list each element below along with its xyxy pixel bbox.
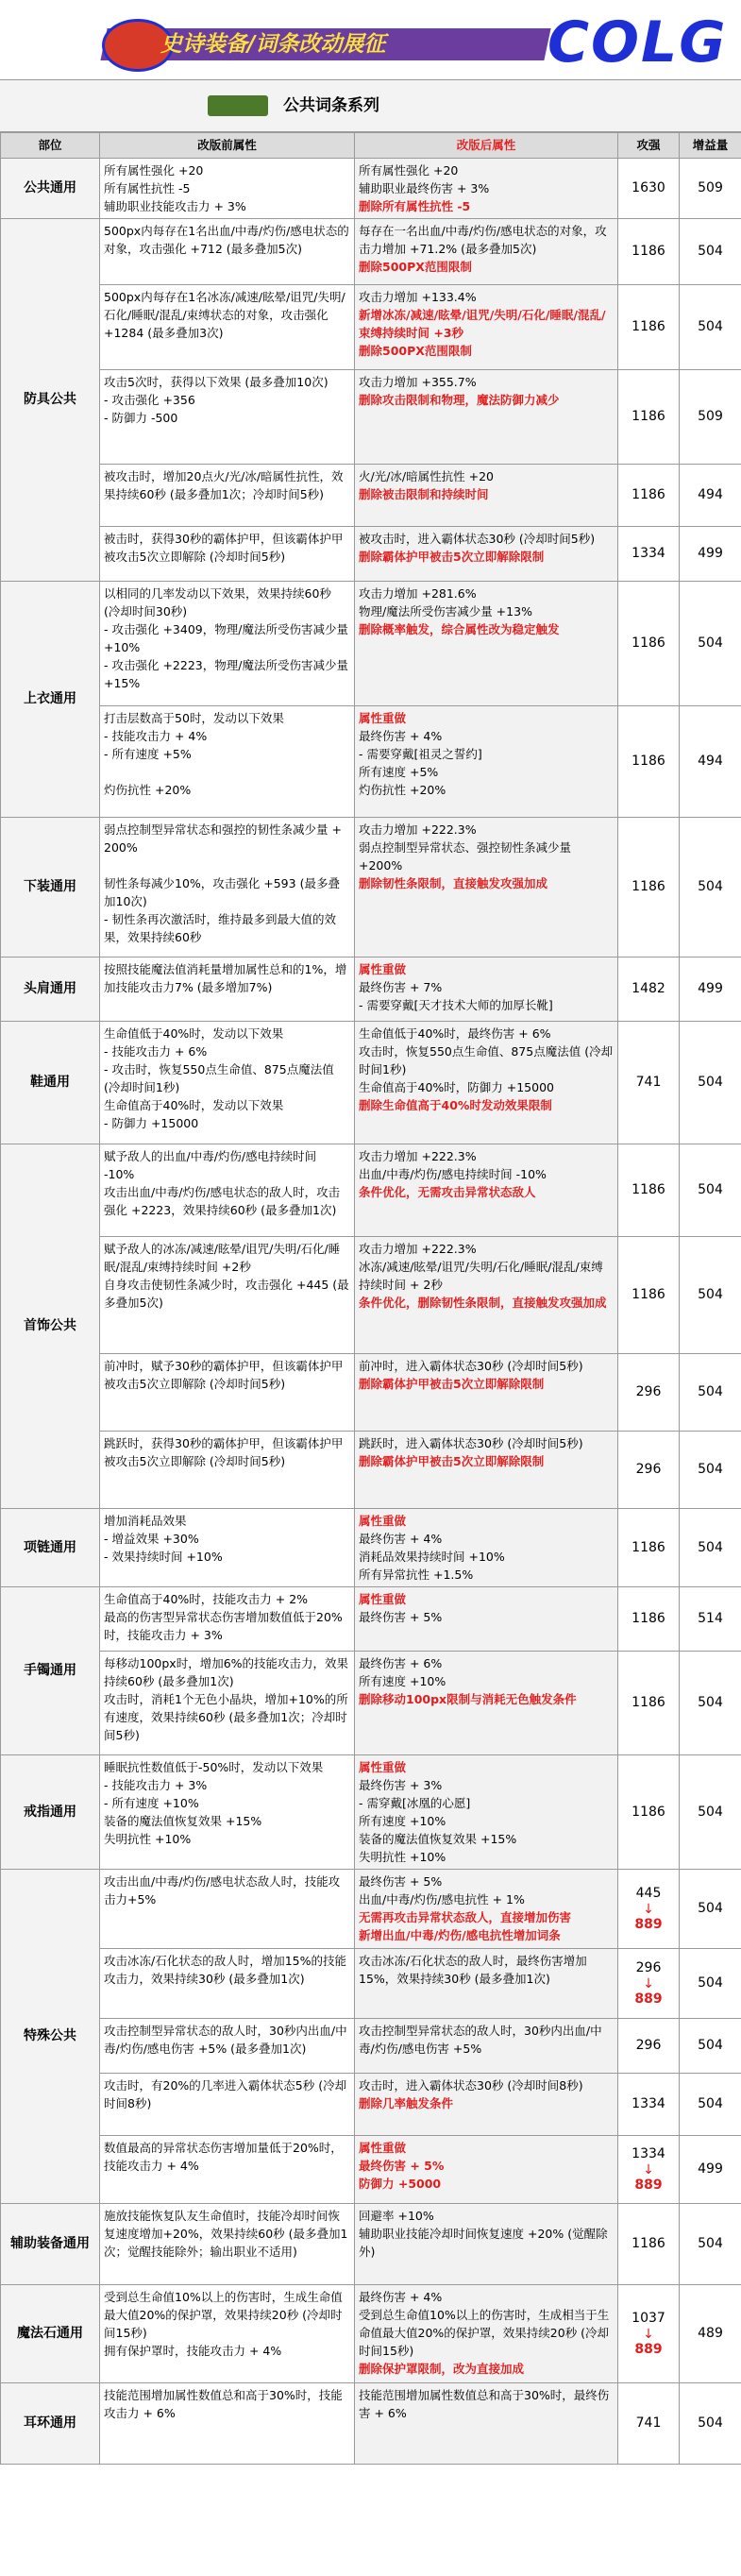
atk-cell: 1186 <box>618 1509 680 1587</box>
before-cell: 攻击时，有20%的几率进入霸体状态5秒 (冷却时间8秒) <box>100 2074 355 2136</box>
part-cell: 项链通用 <box>1 1509 100 1587</box>
table-row <box>1 285 741 370</box>
before-cell: 攻击控制型异常状态的敌人时，30秒内出血/中毒/灼伤/感电伤害 +5% (最多叠加1次) <box>100 2019 355 2074</box>
series-header <box>0 79 741 132</box>
after-cell: 攻击力增加 +355.7% 删除攻击限制和物理，魔法防御力减少 <box>355 370 618 465</box>
col-before: 改版前属性 <box>100 133 355 159</box>
col-gain: 增益量 <box>680 133 741 159</box>
before-cell: 500px内每存在1名出血/中毒/灼伤/感电状态的对象，攻击强化 +712 (最多叠加5次) <box>100 219 355 285</box>
part-cell: 公共通用 <box>1 159 100 219</box>
after-cell: 攻击力增加 +133.4% 新增冰冻/减速/眩晕/诅咒/失明/石化/睡眠/混乱/束缚持续时间 +3秒 删除500PX范围限制 <box>355 285 618 370</box>
after-cell: 最终伤害 + 5% 出血/中毒/灼伤/感电抗性 + 1% 无需再攻击异常状态敌人，直接增加伤害 新增出血/中毒/灼伤/感电抗性增加词条 <box>355 1870 618 1949</box>
gain-cell: 504 <box>680 1755 741 1870</box>
after-cell: 攻击力增加 +222.3% 弱点控制型异常状态、强控韧性条减少量 +200% 删除韧性条限制，直接触发攻强加成 <box>355 818 618 958</box>
atk-cell: 1186 <box>618 285 680 370</box>
after-cell: 属性重做 最终伤害 + 4% - 需要穿戴[祖灵之誓约] 所有速度 +5% 灼伤抗性 +20% <box>355 706 618 818</box>
gain-cell: 504 <box>680 1509 741 1587</box>
before-cell: 增加消耗品效果 - 增益效果 +30% - 效果持续时间 +10% <box>100 1509 355 1587</box>
part-cell: 戒指通用 <box>1 1755 100 1870</box>
before-cell: 技能范围增加属性数值总和高于30%时，技能攻击力 + 6% <box>100 2383 355 2465</box>
after-cell: 属性重做 最终伤害 + 4% 消耗品效果持续时间 +10% 所有异常抗性 +1.5% <box>355 1509 618 1587</box>
before-cell: 受到总生命值10%以上的伤害时，生成生命值最大值20%的保护罩，效果持续20秒 (冷却时间15秒) 拥有保护罩时，技能攻击力 + 4% <box>100 2285 355 2383</box>
part-cell: 耳环通用 <box>1 2383 100 2465</box>
before-cell: 生命值低于40%时，发动以下效果 - 技能攻击力 + 6% - 攻击时，恢复550点生命值、875点魔法值 (冷却时间1秒) 生命值高于40%时，发动以下效果 - 防御力 +15000 <box>100 1022 355 1144</box>
before-cell: 每移动100px时，增加6%的技能攻击力，效果持续60秒 (最多叠加1次) 攻击时，消耗1个无色小晶块，增加+10%的所有速度，效果持续60秒 (最多叠加1次；冷却时间5秒) <box>100 1652 355 1755</box>
part-cell: 头肩通用 <box>1 958 100 1022</box>
banner-text: 史诗装备/词条改动展征 <box>160 32 386 57</box>
table-row <box>1 219 741 285</box>
atk-cell: 1334 <box>618 527 680 582</box>
after-cell: 最终伤害 + 4% 受到总生命值10%以上的伤害时，生成相当于生命值最大值20%的保护罩，效果持续20秒 (冷却时间15秒) 删除保护罩限制，改为直接加成 <box>355 2285 618 2383</box>
after-cell: 属性重做 最终伤害 + 5% 防御力 +5000 <box>355 2136 618 2204</box>
atk-cell: 741 <box>618 1022 680 1144</box>
after-cell: 攻击力增加 +222.3% 冰冻/减速/眩晕/诅咒/失明/石化/睡眠/混乱/束缚持续时间 + 2秒 条件优化，删除韧性条限制，直接触发攻强加成 <box>355 1237 618 1354</box>
entry-table <box>0 132 741 2465</box>
after-cell: 属性重做 最终伤害 + 3% - 需穿戴[冰凰的心愿] 所有速度 +10% 装备的魔法值恢复效果 +15% 失明抗性 +10% <box>355 1755 618 1870</box>
before-cell: 打击层数高于50时，发动以下效果 - 技能攻击力 + 4% - 所有速度 +5% 灼伤抗性 +20% <box>100 706 355 818</box>
before-cell: 弱点控制型异常状态和强控的韧性条减少量 + 200% 韧性条每减少10%，攻击强化 +593 (最多叠加10次) - 韧性条再次激活时，维持最多到最大值的效果，效果持续60秒 <box>100 818 355 958</box>
atk-cell: 1186 <box>618 465 680 527</box>
table-row <box>1 1237 741 1354</box>
before-cell: 被攻击时，增加20点火/光/冰/暗属性抗性，效果持续60秒 (最多叠加1次；冷却时间5秒) <box>100 465 355 527</box>
after-cell: 属性重做 最终伤害 + 5% <box>355 1587 618 1652</box>
before-cell: 以相同的几率发动以下效果，效果持续60秒 (冷却时间30秒) - 攻击强化 +3409，物理/魔法所受伤害减少量 +10% - 攻击强化 +2223，物理/魔法所受伤害减少量 +15% <box>100 582 355 706</box>
gain-cell: 494 <box>680 465 741 527</box>
atk-cell: 1186 <box>618 1652 680 1755</box>
before-cell: 睡眠抗性数值低于-50%时，发动以下效果 - 技能攻击力 + 3% - 所有速度 +10% 装备的魔法值恢复效果 +15% 失明抗性 +10% <box>100 1755 355 1870</box>
table-row <box>1 1022 741 1144</box>
arrow-down-icon: ↓ <box>643 1901 654 1917</box>
atk-cell: 1186 <box>618 1237 680 1354</box>
table-row <box>1 1652 741 1755</box>
part-cell: 上衣通用 <box>1 582 100 818</box>
gain-cell: 494 <box>680 706 741 818</box>
after-cell: 技能范围增加属性数值总和高于30%时，最终伤害 + 6% <box>355 2383 618 2465</box>
table-row <box>1 1755 741 1870</box>
table-row <box>1 1587 741 1652</box>
table-row <box>1 2285 741 2383</box>
table-row <box>1 1432 741 1509</box>
atk-cell: 1186 <box>618 370 680 465</box>
atk-cell: 1482 <box>618 958 680 1022</box>
gain-cell: 504 <box>680 2383 741 2465</box>
gain-cell: 504 <box>680 582 741 706</box>
atk-cell: 296 <box>618 1432 680 1509</box>
before-cell: 所有属性强化 +20 所有属性抗性 -5 辅助职业技能攻击力 + 3% <box>100 159 355 219</box>
table-row <box>1 1870 741 1949</box>
table-row <box>1 1354 741 1432</box>
gain-cell: 504 <box>680 2019 741 2074</box>
gain-cell: 504 <box>680 818 741 958</box>
col-after: 改版后属性 <box>355 133 618 159</box>
table-row <box>1 1144 741 1237</box>
gain-cell: 504 <box>680 219 741 285</box>
part-cell: 辅助装备通用 <box>1 2204 100 2285</box>
after-cell: 攻击控制型异常状态的敌人时，30秒内出血/中毒/灼伤/感电伤害 +5% <box>355 2019 618 2074</box>
series-title: 公共词条系列 <box>283 96 379 115</box>
colg-logo: COLG <box>547 9 728 76</box>
atk-cell: 1186 <box>618 2204 680 2285</box>
before-cell: 赋予敌人的出血/中毒/灼伤/感电持续时间 -10% 攻击出血/中毒/灼伤/感电状态的敌人时，攻击强化 +2223，效果持续60秒 (最多叠加1次) <box>100 1144 355 1237</box>
after-cell: 攻击时，进入霸体状态30秒 (冷却时间8秒) 删除几率触发条件 <box>355 2074 618 2136</box>
gain-cell: 499 <box>680 958 741 1022</box>
atk-cell: 1186 <box>618 1144 680 1237</box>
after-cell: 每存在一名出血/中毒/灼伤/感电状态的对象，攻击力增加 +71.2% (最多叠加5次) 删除500PX范围限制 <box>355 219 618 285</box>
atk-cell: 1037 ↓ 889 <box>618 2285 680 2383</box>
after-cell: 最终伤害 + 6% 所有速度 +10% 删除移动100px限制与消耗无色触发条件 <box>355 1652 618 1755</box>
after-cell: 攻击冰冻/石化状态的敌人时，最终伤害增加 15%，效果持续30秒 (最多叠加1次) <box>355 1949 618 2019</box>
arrow-down-icon: ↓ <box>643 2161 654 2178</box>
before-cell: 攻击冰冻/石化状态的敌人时，增加15%的技能攻击力，效果持续30秒 (最多叠加1次) <box>100 1949 355 2019</box>
gain-cell: 504 <box>680 1432 741 1509</box>
atk-cell: 296 ↓ 889 <box>618 1949 680 2019</box>
atk-cell: 1186 <box>618 706 680 818</box>
before-cell: 数值最高的异常状态伤害增加量低于20%时，技能攻击力 + 4% <box>100 2136 355 2204</box>
atk-cell: 1186 <box>618 1587 680 1652</box>
before-cell: 赋予敌人的冰冻/减速/眩晕/诅咒/失明/石化/睡眠/混乱/束缚持续时间 +2秒 自身攻击使韧性条减少时，攻击强化 +445 (最多叠加5次) <box>100 1237 355 1354</box>
arrow-down-icon: ↓ <box>643 2326 654 2342</box>
after-cell: 被攻击时，进入霸体状态30秒 (冷却时间5秒) 删除霸体护甲被击5次立即解除限制 <box>355 527 618 582</box>
before-cell: 攻击5次时，获得以下效果 (最多叠加10次) - 攻击强化 +356 - 防御力 -500 <box>100 370 355 465</box>
before-cell: 被击时，获得30秒的霸体护甲，但该霸体护甲被攻击5次立即解除 (冷却时间5秒) <box>100 527 355 582</box>
atk-cell: 1186 <box>618 1755 680 1870</box>
atk-cell: 1186 <box>618 582 680 706</box>
before-cell: 前冲时，赋予30秒的霸体护甲，但该霸体护甲被攻击5次立即解除 (冷却时间5秒) <box>100 1354 355 1432</box>
gain-cell: 489 <box>680 2285 741 2383</box>
part-cell: 首饰公共 <box>1 1144 100 1509</box>
table-row <box>1 465 741 527</box>
gain-cell: 509 <box>680 370 741 465</box>
before-cell: 攻击出血/中毒/灼伤/感电状态敌人时，技能攻击力+5% <box>100 1870 355 1949</box>
col-part: 部位 <box>1 133 100 159</box>
part-cell: 特殊公共 <box>1 1870 100 2204</box>
gain-cell: 504 <box>680 1870 741 1949</box>
after-cell: 生命值低于40%时，最终伤害 + 6% 攻击时，恢复550点生命值、875点魔法值 (冷却时间1秒) 生命值高于40%时，防御力 +15000 删除生命值高于40%时发动效果限制 <box>355 1022 618 1144</box>
part-cell: 魔法石通用 <box>1 2285 100 2383</box>
gain-cell: 499 <box>680 2136 741 2204</box>
gain-cell: 504 <box>680 1237 741 1354</box>
gain-cell: 499 <box>680 527 741 582</box>
table-row <box>1 1509 741 1587</box>
table-row <box>1 159 741 219</box>
gain-cell: 504 <box>680 1022 741 1144</box>
after-cell: 所有属性强化 +20 辅助职业最终伤害 + 3% 删除所有属性抗性 -5 <box>355 159 618 219</box>
table-row <box>1 527 741 582</box>
gain-cell: 504 <box>680 2074 741 2136</box>
before-cell: 按照技能魔法值消耗量增加属性总和的1%，增加技能攻击力7% (最多增加7%) <box>100 958 355 1022</box>
gain-cell: 504 <box>680 285 741 370</box>
table-row <box>1 958 741 1022</box>
table-row <box>1 370 741 465</box>
after-cell: 火/光/冰/暗属性抗性 +20 删除被击限制和持续时间 <box>355 465 618 527</box>
col-atk: 攻强 <box>618 133 680 159</box>
after-cell: 前冲时，进入霸体状态30秒 (冷却时间5秒) 删除霸体护甲被击5次立即解除限制 <box>355 1354 618 1432</box>
after-cell: 攻击力增加 +222.3% 出血/中毒/灼伤/感电持续时间 -10% 条件优化，无需攻击异常状态敌人 <box>355 1144 618 1237</box>
table-row <box>1 582 741 706</box>
part-cell: 鞋通用 <box>1 1022 100 1144</box>
atk-cell: 1334 ↓ 889 <box>618 2136 680 2204</box>
atk-cell: 296 <box>618 1354 680 1432</box>
gain-cell: 509 <box>680 159 741 219</box>
atk-cell: 741 <box>618 2383 680 2465</box>
table-row <box>1 2019 741 2074</box>
table-row <box>1 706 741 818</box>
gain-cell: 504 <box>680 1652 741 1755</box>
gain-cell: 504 <box>680 1354 741 1432</box>
before-cell: 跳跃时，获得30秒的霸体护甲，但该霸体护甲被攻击5次立即解除 (冷却时间5秒) <box>100 1432 355 1509</box>
table-row <box>1 2383 741 2465</box>
atk-cell: 445 ↓ 889 <box>618 1870 680 1949</box>
atk-cell: 1630 <box>618 159 680 219</box>
atk-cell: 1186 <box>618 219 680 285</box>
part-cell: 防具公共 <box>1 219 100 582</box>
atk-cell: 296 <box>618 2019 680 2074</box>
gain-cell: 504 <box>680 2204 741 2285</box>
series-icons <box>208 95 268 116</box>
part-cell: 下装通用 <box>1 818 100 958</box>
after-cell: 属性重做 最终伤害 + 7% - 需要穿戴[天才技术大师的加厚长靴] <box>355 958 618 1022</box>
table-header <box>1 133 741 159</box>
gain-cell: 514 <box>680 1587 741 1652</box>
part-cell: 手镯通用 <box>1 1587 100 1755</box>
colg-banner <box>0 0 741 79</box>
table-row <box>1 818 741 958</box>
before-cell: 施放技能恢复队友生命值时，技能冷却时间恢复速度增加+20%，效果持续60秒 (最多叠加1次；觉醒技能除外；输出职业不适用) <box>100 2204 355 2285</box>
after-cell: 跳跃时，进入霸体状态30秒 (冷却时间5秒) 删除霸体护甲被击5次立即解除限制 <box>355 1432 618 1509</box>
atk-cell: 1186 <box>618 818 680 958</box>
table-row <box>1 1949 741 2019</box>
gain-cell: 504 <box>680 1144 741 1237</box>
table-row <box>1 2136 741 2204</box>
after-cell: 攻击力增加 +281.6% 物理/魔法所受伤害减少量 +13% 删除概率触发，综合属性改为稳定触发 <box>355 582 618 706</box>
after-cell: 回避率 +10% 辅助职业技能冷却时间恢复速度 +20% (觉醒除外) <box>355 2204 618 2285</box>
table-row <box>1 2204 741 2285</box>
before-cell: 生命值高于40%时，技能攻击力 + 2% 最高的伤害型异常状态伤害增加数值低于20%时，技能攻击力 + 3% <box>100 1587 355 1652</box>
table-row <box>1 2074 741 2136</box>
before-cell: 500px内每存在1名冰冻/减速/眩晕/诅咒/失明/石化/睡眠/混乱/束缚状态的对象，攻击强化 +1284 (最多叠加3次) <box>100 285 355 370</box>
atk-cell: 1334 <box>618 2074 680 2136</box>
gain-cell: 504 <box>680 1949 741 2019</box>
arrow-down-icon: ↓ <box>643 1975 654 1991</box>
